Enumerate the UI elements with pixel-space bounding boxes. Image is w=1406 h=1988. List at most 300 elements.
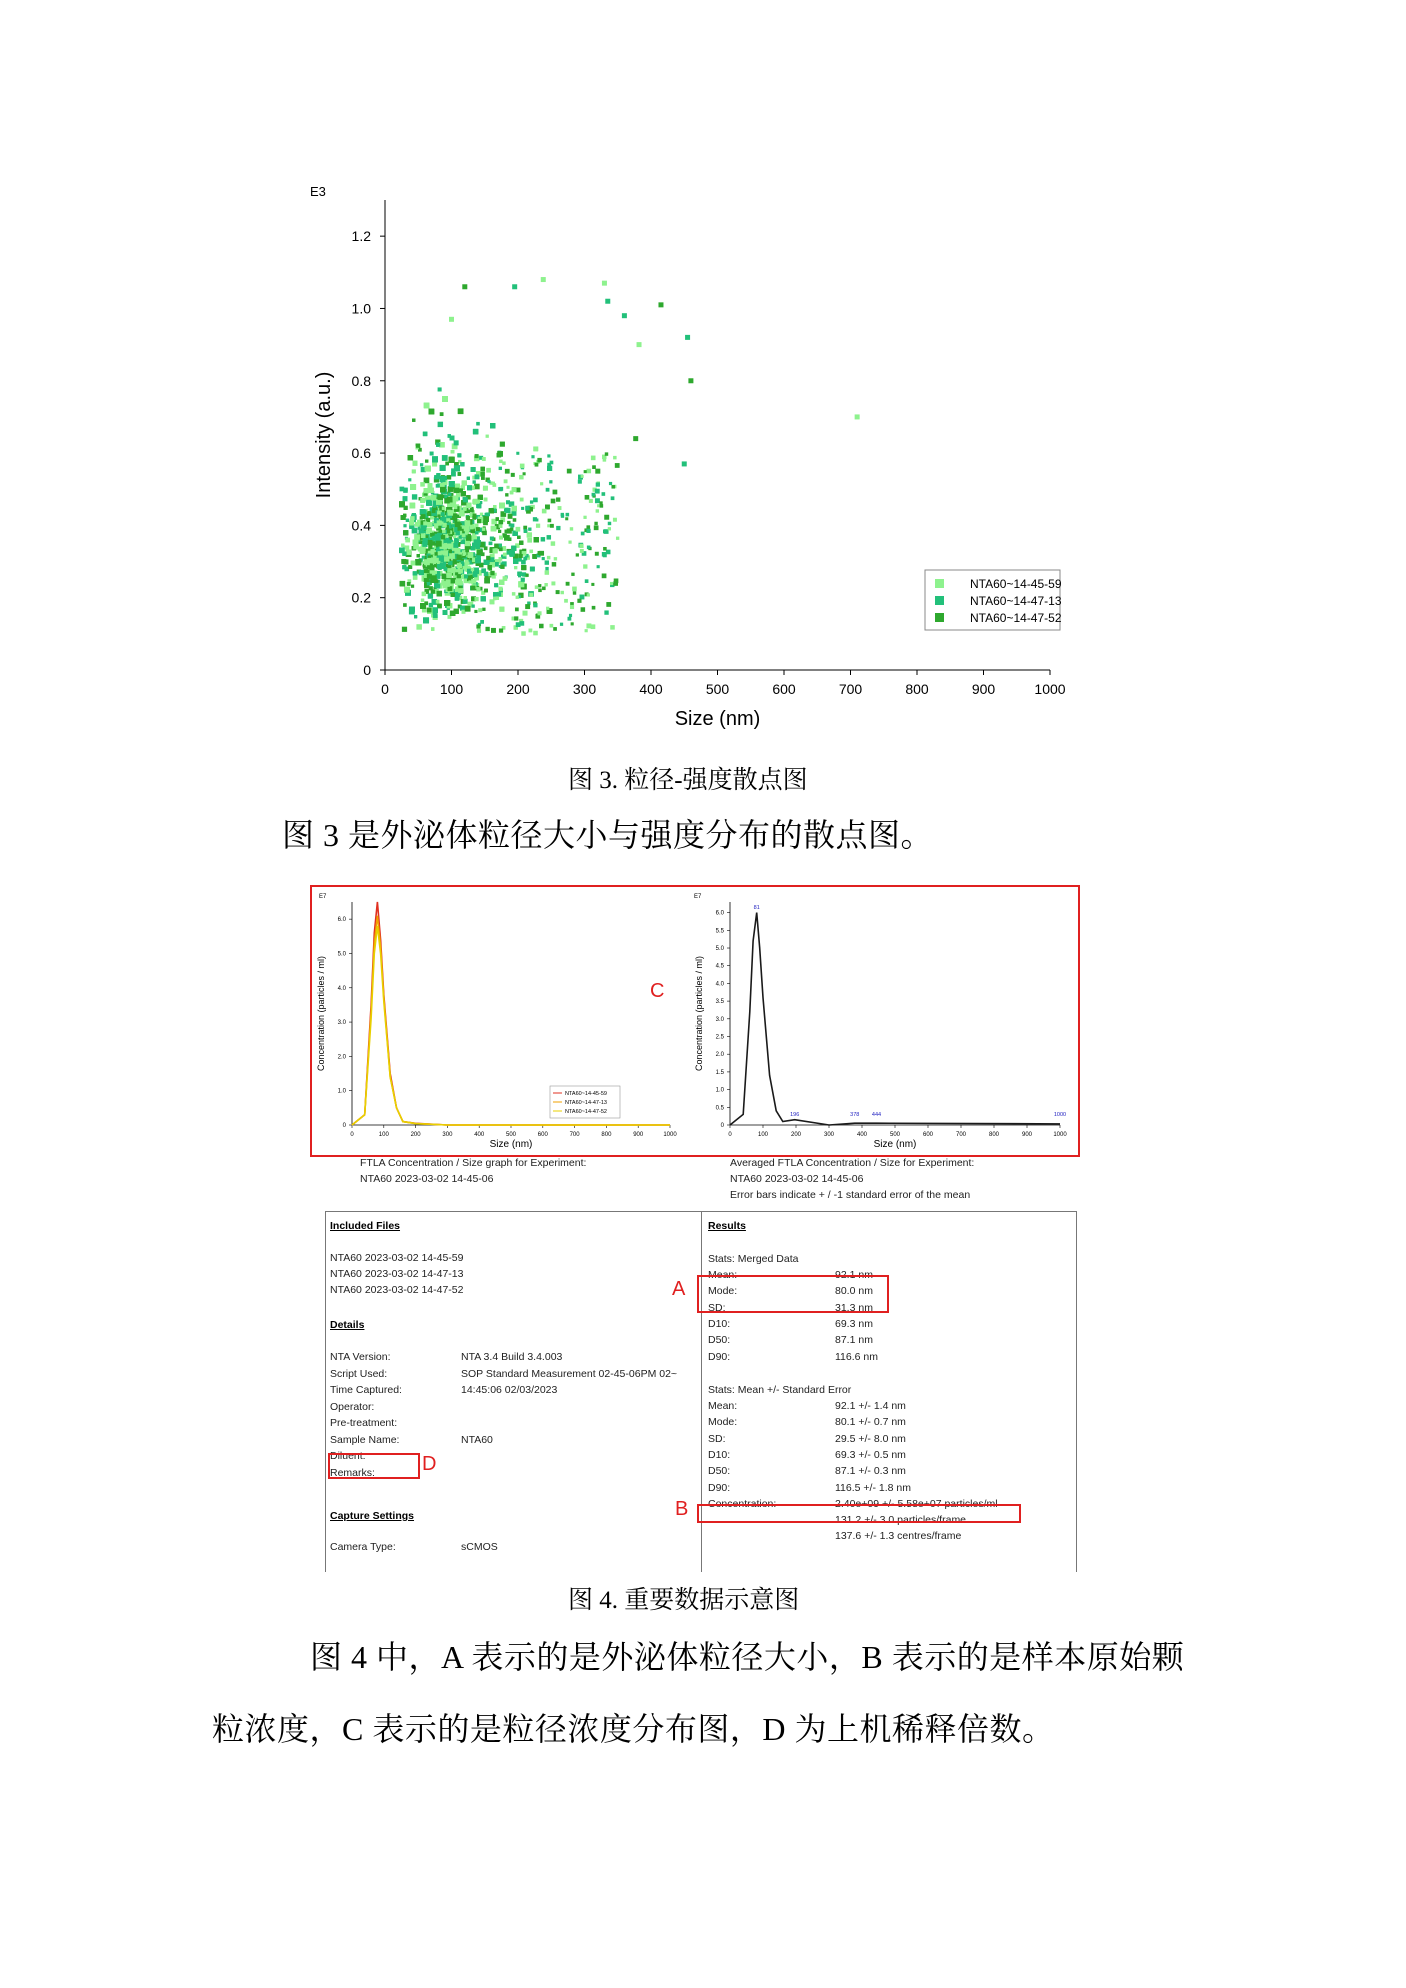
scatter-point [602, 573, 607, 578]
scatter-point [438, 566, 442, 570]
scatter-point [521, 565, 526, 570]
scatter-point [410, 503, 416, 509]
scatter-point [466, 503, 471, 508]
scatter-point [604, 610, 608, 614]
peak-label: 378 [850, 1112, 860, 1119]
scatter-point [442, 507, 445, 510]
scatter-point [474, 610, 477, 613]
scatter-point [581, 475, 584, 478]
scatter-point [571, 622, 574, 625]
scatter-point [476, 624, 480, 628]
scatter-point [505, 469, 510, 474]
included-file: NTA60 2023-03-02 14-47-13 [330, 1268, 464, 1280]
scatter-point [580, 549, 584, 553]
scatter-point [499, 536, 503, 540]
scatter-point [515, 608, 519, 612]
scatter-point [425, 460, 428, 463]
detail-value: SOP Standard Measurement 02-45-06PM 02~ [461, 1367, 678, 1380]
y-tick-label: 6.0 [715, 910, 724, 917]
scatter-point [507, 521, 510, 524]
scatter-point [597, 565, 600, 568]
scatter-point [603, 547, 607, 551]
scatter-point [606, 602, 611, 607]
y-tick-label: 1.2 [351, 228, 371, 245]
scatter-point [525, 604, 530, 609]
scatter-point [411, 516, 415, 520]
scatter-point [551, 541, 555, 545]
scatter-point [544, 583, 547, 586]
merged-stat-value: 31.3 nm [835, 1301, 873, 1314]
annotation-box-a [697, 1275, 889, 1313]
scatter-point [490, 423, 495, 428]
scatter-point [437, 514, 440, 517]
merged-stat-key: SD: [708, 1301, 726, 1314]
scatter-point [613, 456, 616, 459]
scatter-point [446, 543, 451, 548]
scatter-point [583, 516, 586, 519]
scatter-point [600, 504, 604, 508]
scatter-point [478, 608, 482, 612]
legend-label: NTA60~14-45-59 [565, 1091, 607, 1097]
scatter-point [466, 562, 469, 565]
scatter-point [426, 500, 432, 506]
scatter-point [445, 462, 449, 466]
scatter-point [553, 627, 557, 631]
scatter-point [585, 579, 589, 583]
scatter-point [518, 581, 524, 587]
scatter-point [440, 465, 446, 471]
scatter-point [491, 526, 497, 532]
scatter-point [412, 469, 416, 473]
scatter-point [473, 429, 478, 434]
scatter-point [484, 546, 488, 550]
left-chart-footer-2: NTA60 2023-03-02 14-45-06 [360, 1173, 494, 1185]
scatter-point [561, 591, 564, 594]
se-stat-value: 69.3 +/- 0.5 nm [835, 1448, 906, 1461]
scatter-point [458, 568, 463, 573]
scatter-point [450, 578, 455, 583]
scatter-point [463, 599, 468, 604]
scatter-point [441, 535, 445, 539]
figure3-caption: 图 3. 粒径-强度散点图 [568, 767, 808, 794]
scatter-point [480, 472, 485, 477]
scatter-point [471, 579, 476, 584]
scatter-point [545, 560, 549, 564]
se-stat-key: Concentration: [708, 1497, 777, 1510]
x-tick-label: 100 [439, 681, 464, 697]
y-tick-label: 4.0 [715, 981, 724, 988]
scatter-point [547, 556, 551, 560]
scatter-outlier-point [595, 469, 600, 474]
scatter-point [547, 454, 550, 457]
scatter-point [441, 512, 445, 516]
merged-stat-value: 87.1 nm [835, 1334, 873, 1347]
right-chart-footer-1: Averaged FTLA Concentration / Size for Experiment: [730, 1157, 975, 1169]
scatter-point [516, 452, 519, 455]
scatter-point [542, 509, 547, 514]
scatter-outlier-point [637, 342, 642, 347]
scatter-point [492, 482, 495, 485]
scatter-point [404, 587, 410, 593]
scatter-point [435, 584, 440, 589]
scatter-point [538, 611, 542, 615]
y-tick-label: 0 [363, 662, 371, 678]
scatter-outlier-point [633, 436, 638, 441]
scatter-point [538, 589, 542, 593]
scatter-point [428, 551, 431, 554]
scatter-point [484, 498, 488, 502]
scatter-point [422, 556, 425, 559]
scatter-point [471, 568, 474, 571]
scatter-point [470, 526, 474, 530]
scatter-point [460, 462, 464, 466]
scatter-point [587, 593, 590, 596]
y-tick-label: 0 [342, 1123, 346, 1129]
scatter-point [459, 488, 463, 492]
scatter-point [525, 506, 529, 510]
scatter-point [458, 472, 461, 475]
x-tick-label: 900 [1021, 1132, 1033, 1138]
scatter-point [420, 482, 425, 487]
scatter-point [427, 574, 432, 579]
figure4 [310, 885, 1080, 1575]
detail-value: NTA 3.4 Build 3.4.003 [461, 1351, 563, 1363]
scatter-point [436, 600, 440, 604]
scatter-point [508, 514, 513, 519]
scatter-point [499, 460, 503, 464]
scatter-point [498, 530, 501, 533]
x-tick-label: 600 [922, 1132, 934, 1138]
scatter-point [484, 589, 487, 592]
scatter-point [484, 560, 489, 565]
y-tick-label: 1.0 [337, 1088, 346, 1095]
scatter-point [482, 457, 486, 461]
scatter-point [475, 558, 481, 564]
scatter-point [511, 506, 517, 512]
y-tick-label: 5.5 [715, 928, 724, 935]
scatter-point [508, 537, 511, 540]
included-file: NTA60 2023-03-02 14-45-59 [330, 1252, 464, 1264]
scatter-point [427, 608, 432, 613]
scatter-point [529, 593, 533, 597]
scatter-point [451, 568, 456, 573]
scatter-point [422, 592, 426, 596]
scatter-point [499, 628, 503, 632]
scatter-point [487, 565, 492, 570]
scatter-point [463, 596, 466, 599]
x-tick-label: 300 [823, 1132, 835, 1138]
detail-key: Script Used: [330, 1367, 388, 1380]
paragraph-figure3: 图 3 是外泌体粒径大小与强度分布的散点图。 [282, 817, 934, 853]
scatter-point [454, 506, 457, 509]
scatter-point [573, 591, 576, 594]
x-axis-title: Size (nm) [489, 1139, 533, 1150]
scatter-point [447, 475, 451, 479]
se-stat-value: 92.1 +/- 1.4 nm [835, 1400, 906, 1412]
scatter-point [585, 495, 590, 500]
scatter-point [581, 532, 585, 536]
scatter-point [539, 624, 544, 629]
scatter-point [486, 468, 491, 473]
scatter-outlier-point [605, 299, 610, 304]
x-tick-label: 900 [633, 1132, 644, 1138]
scatter-point [528, 629, 532, 633]
scatter-point [404, 559, 409, 564]
scatter-point [408, 478, 411, 481]
scatter-point [418, 547, 423, 552]
scatter-point [454, 488, 459, 493]
scatter-point [436, 473, 440, 477]
scatter-point [476, 422, 480, 426]
scatter-point [471, 467, 476, 472]
capture-value: sCMOS [461, 1541, 498, 1553]
included-file: NTA60 2023-03-02 14-47-52 [330, 1284, 464, 1296]
scatter-point [403, 496, 408, 501]
scatter-point [521, 507, 524, 510]
scatter-point [423, 521, 427, 525]
scatter-point [584, 470, 587, 473]
scatter-point [523, 472, 526, 475]
figure4-caption: 图 4. 重要数据示意图 [568, 1587, 800, 1614]
scatter-point [493, 505, 496, 508]
detail-value: 14:45:06 02/03/2023 [461, 1384, 558, 1396]
scatter-point [586, 529, 590, 533]
scatter-point [400, 581, 405, 586]
scatter-point [530, 500, 533, 503]
scatter-point [401, 544, 404, 547]
scatter-point [464, 574, 468, 578]
scatter-point [467, 485, 472, 490]
scatter-point [499, 607, 504, 612]
scatter-point [457, 526, 461, 530]
x-tick-label: 500 [505, 1132, 517, 1138]
scatter-point [545, 505, 550, 510]
scatter-point [456, 555, 461, 560]
legend-label: NTA60~14-47-13 [565, 1100, 607, 1106]
scatter-point [517, 572, 521, 576]
series-line [352, 902, 670, 1125]
scatter-point [499, 503, 505, 509]
scatter-point [410, 484, 416, 490]
scatter-point [502, 461, 505, 464]
scatter-point [547, 466, 552, 471]
scatter-axes [310, 184, 1066, 730]
scatter-point [467, 477, 470, 480]
scatter-point [496, 517, 499, 520]
scatter-point [481, 596, 486, 601]
x-tick-label: 700 [955, 1132, 967, 1138]
se-stat-value: 87.1 +/- 0.3 nm [835, 1465, 906, 1478]
scatter-point [499, 547, 503, 551]
scatter-outlier-point [462, 284, 467, 289]
merged-stat-key: Mean: [708, 1269, 738, 1281]
scatter-point [524, 529, 527, 532]
scatter-point [432, 456, 438, 462]
detail-value: NTA60 [461, 1433, 493, 1446]
scatter-point [463, 497, 468, 502]
annotation-box-b [697, 1504, 1021, 1523]
scatter-point [414, 534, 420, 540]
scatter-point [449, 481, 455, 487]
scatter-point [523, 557, 527, 561]
scatter-point [490, 537, 494, 541]
y-tick-label: 0.2 [351, 589, 371, 606]
scatter-point [413, 540, 419, 546]
scatter-point [442, 396, 448, 402]
scatter-point [586, 469, 591, 474]
scatter-point [430, 452, 434, 456]
scatter-point [547, 535, 551, 539]
scatter-outlier-point [512, 284, 517, 289]
scatter-point [481, 552, 485, 556]
scatter-point [537, 458, 541, 462]
scatter-point [401, 515, 406, 520]
scatter-point [500, 442, 505, 447]
x-tick-label: 900 [971, 681, 996, 697]
scatter-point [527, 538, 532, 543]
scatter-point [521, 578, 525, 582]
y-tick-label: 0.6 [351, 445, 371, 462]
scatter-point [455, 596, 459, 600]
scatter-point [436, 443, 440, 447]
scatter-point [432, 509, 436, 513]
y-tick-label: 0.5 [715, 1105, 724, 1112]
scatter-point [586, 623, 591, 628]
scatter-legend [925, 570, 1062, 630]
x-tick-label: 1000 [1053, 1132, 1067, 1138]
report-left-column [326, 1212, 700, 1572]
se-stat-key: D90: [708, 1481, 731, 1494]
scatter-point [499, 487, 503, 491]
scatter-point [541, 537, 545, 541]
scatter-point [538, 551, 542, 555]
scatter-point [513, 558, 518, 563]
scatter-point [567, 617, 571, 621]
scatter-point [594, 522, 597, 525]
capture-key: Camera Type: [330, 1541, 396, 1553]
scatter-point [548, 519, 552, 523]
scatter-point [458, 581, 462, 585]
scatter-point [529, 550, 533, 554]
scatter-point [533, 498, 538, 503]
se-stat-key: SD: [708, 1432, 726, 1445]
scatter-point [609, 482, 612, 485]
scatter-point [432, 575, 437, 580]
x-tick-label: 0 [350, 1132, 354, 1138]
scatter-point [527, 532, 532, 537]
se-stat-value: 80.1 +/- 0.7 nm [835, 1416, 906, 1429]
se-stat-value: 137.6 +/- 1.3 centres/frame [835, 1530, 962, 1543]
scatter-point [603, 458, 607, 462]
scatter-point [521, 631, 525, 635]
scatter-point [499, 520, 503, 524]
scatter-point [592, 606, 596, 610]
scatter-point [530, 567, 535, 572]
scatter-point [591, 456, 596, 461]
scatter-point [566, 582, 570, 586]
se-stat-value: 131.2 +/- 3.0 particles/frame [835, 1514, 967, 1527]
x-tick-label: 200 [410, 1132, 421, 1138]
scatter-point [458, 408, 464, 414]
y-tick-label: 2.0 [715, 1052, 724, 1059]
scatter-point [403, 603, 407, 607]
scatter-point [610, 582, 613, 585]
scatter-point [585, 629, 588, 632]
scatter-point [454, 465, 460, 471]
scatter-point [423, 617, 429, 623]
scatter-point [465, 548, 469, 552]
y-tick-label: 3.5 [715, 999, 724, 1006]
scatter-point [550, 461, 554, 465]
scatter-point [477, 500, 481, 504]
scatter-point [546, 607, 549, 610]
y-tick-label: 1.5 [715, 1069, 724, 1076]
scatter-point [545, 567, 548, 570]
scatter-point [419, 570, 424, 575]
scatter-point [442, 575, 446, 579]
scatter-point [510, 524, 514, 528]
scatter-point [471, 586, 476, 591]
scatter-point [533, 603, 537, 607]
scatter-point [535, 518, 538, 521]
scatter-point [427, 522, 432, 527]
scatter-point [446, 573, 451, 578]
scatter-point [481, 568, 486, 573]
right-chart-footer-2: NTA60 2023-03-02 14-45-06 [730, 1173, 864, 1185]
scatter-point [519, 475, 523, 479]
scatter-outlier-point [449, 317, 454, 322]
scatter-point [477, 629, 481, 633]
scatter-point [474, 484, 480, 490]
scatter-point [437, 604, 441, 608]
scatter-point [611, 496, 615, 500]
scatter-point [467, 552, 473, 558]
scatter-point [516, 596, 519, 599]
scatter-point [528, 528, 531, 531]
legend-label: NTA60~14-47-52 [970, 611, 1062, 625]
scatter-point [458, 588, 463, 593]
scatter-point [616, 537, 619, 540]
scatter-point [550, 624, 554, 628]
scatter-point [505, 493, 508, 496]
scatter-point [476, 587, 480, 591]
scatter-point [436, 541, 442, 547]
scatter-point [412, 418, 415, 421]
scatter-outlier-point [658, 302, 663, 307]
x-tick-label: 0 [728, 1132, 732, 1138]
x-axis-title: Size (nm) [674, 708, 761, 730]
scatter-point [412, 494, 417, 499]
scatter-point [516, 527, 521, 532]
scatter-point [449, 553, 455, 559]
scatter-point [463, 507, 467, 511]
scatter-point [572, 587, 577, 592]
scatter-point [466, 523, 469, 526]
scatter-point [579, 544, 583, 548]
scatter-point [451, 472, 455, 476]
x-tick-label: 500 [705, 681, 730, 697]
scatter-point [423, 432, 427, 436]
scatter-point [413, 461, 418, 466]
scatter-point [409, 607, 415, 613]
scatter-point [486, 556, 490, 560]
scatter-point [416, 444, 420, 448]
y-multiplier-label: E3 [310, 184, 326, 199]
scatter-outlier-point [682, 461, 687, 466]
scatter-point [547, 524, 550, 527]
scatter-point [407, 582, 411, 586]
scatter-point [476, 527, 480, 531]
